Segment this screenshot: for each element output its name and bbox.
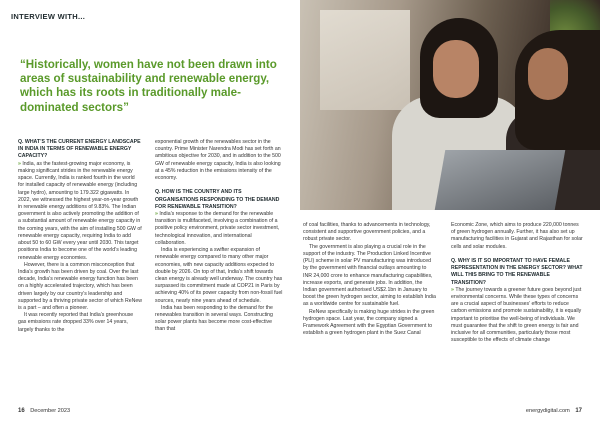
issue-date: December 2023	[30, 408, 71, 414]
article-column-4	[451, 222, 584, 345]
answer-arrow-icon: »	[155, 210, 160, 217]
answer-arrow-icon: »	[451, 286, 456, 293]
body-paragraph: India has been responding to the demand for the renewables transition in several ways. Constructing solar power plants has become more cost-effective than that	[155, 304, 273, 333]
pull-quote: “Historically, women have not been drawn into areas of sustainability and renewable energy, which has its roots in traditionally male-dominated sectors”	[20, 58, 277, 114]
answer-paragraph: » The journey towards a greener future goes beyond just environmental concerns. While these types of concerns are a crucial aspect of businesses’ efforts to reduce carbon emissions and promote sustainability, it is equally important to prioritise the well-being of individuals. We must guarantee that the shift to green energy is fair and inclusive for all communities, particularly those most susceptible to the effects of climate change	[451, 286, 582, 344]
article-column-1	[18, 139, 142, 334]
body-paragraph: Economic Zone, which aims to produce 220,000 tonnes of green hydrogen annually. Further, it has also set up manufacturing facilities in Gujarat and Rajasthan for solar cells and solar modules.	[451, 222, 583, 250]
body-paragraph: of coal facilities, thanks to advancements in technology, consistent and supportive government policies, and a robust private sector.	[303, 222, 431, 243]
interview-photo	[300, 0, 600, 210]
paragraph-gap	[155, 182, 283, 189]
body-paragraph: The government is also playing a crucial role in the support of the industry. The Production Linked Incentive (PLI) scheme in solar PV manufacturing was introduced by the government with financial outlays amounting to INR 24,000 crore to enhance manufacturing capabilities, increase exports, and generate jobs. In addition, the Indian government authorised US$2.1bn in January to boost the green hydrogen sector, aiming to establish India as a worldwide centre for sustainable fuel.	[303, 243, 436, 308]
body-paragraph: However, there is a common misconception that India’s growth has been driven by coal. Over the last decade, India’s renewable energy function has been on a highly accelerated trajectory, which has been driven largely by our country’s leadership and supported by a thriving private sector of which ReNew is a part – and often a pioneer.	[18, 261, 142, 312]
site-url: energydigital.com	[525, 408, 570, 414]
section-tag: INTERVIEW WITH...	[11, 12, 86, 21]
footer-left	[18, 408, 70, 414]
article-column-3	[303, 222, 436, 338]
answer-paragraph: » India, as the fastest-growing major economy, is making significant strides in the renewable energy space. Currently, India is ranked fourth in the world for installed capacity of renewable energy (including large hydro), amounting to 179.322 gigawatts. In 2022, we witnessed the highest year-on-year growth in renewable energy additions of 9.83%. The Indian government is also actively promoting the addition of a substantial amount of renewable energy capacity in the coming years, with the aim of installing 500 GW of renewable energy capacity, requiring India to add about 50 to 60 GW every year until 2030. This target positions India to become one of the world’s leading renewable energy economies.	[18, 160, 142, 261]
article-column-2	[155, 139, 283, 334]
question-heading: Q. HOW IS THE COUNTRY AND ITS ORGANISATIONS RESPONDING TO THE DEMAND FOR RENEWABLE TRANSITION?	[155, 189, 280, 210]
question-heading: Q. WHY IS IT SO IMPORTANT TO HAVE FEMALE REPRESENTATION IN THE ENERGY SECTOR? WHAT WILL THIS BRING TO THE RENEWABLE TRANSITION?	[451, 257, 583, 286]
body-paragraph: India is experiencing a swifter expansion of renewable energy compared to many other major economies, with new capacity additions expected to double by 2026. On top of that, India’s shift towards clean energy is already well underway. The country has surpassed its commitment made at COP21 in Paris by achieving 40% of its power capacity from non-fossil fuel sources, nearly nine years ahead of schedule.	[155, 247, 283, 304]
body-paragraph: exponential growth of the renewables sector in the country. Prime Minister Narendra Modi has set forth an ambitious objective for 2030, and in addition to the 500 GW of renewable energy capacity, India is also looking at a 45% reduction in the emissions intensity of the economy.	[155, 139, 281, 182]
page-number-right: 17	[575, 408, 582, 414]
body-paragraph: It was recently reported that India’s greenhouse gas emissions rate dropped 33% over 14 years, largely thanks to the	[18, 312, 134, 333]
paragraph-gap	[451, 251, 584, 258]
page-number-left: 16	[18, 408, 25, 414]
answer-arrow-icon: »	[18, 160, 23, 167]
footer-right	[526, 408, 582, 414]
answer-paragraph: » India’s response to the demand for the renewable transition is multifaceted, involving a combination of a positive policy environment, private sector investment, technological innovation, and international collaboration.	[155, 210, 280, 246]
question-heading: Q. WHAT’S THE CURRENT ENERGY LANDSCAPE IN INDIA IN TERMS OF RENEWABLE ENERGY CAPACITY?	[18, 139, 141, 160]
body-paragraph: ReNew specifically is making huge strides in the green hydrogen space. Last year, the company signed a Framework Agreement with the Egyptian Government to establish a green hydrogen plant in the Suez Canal	[303, 308, 435, 337]
